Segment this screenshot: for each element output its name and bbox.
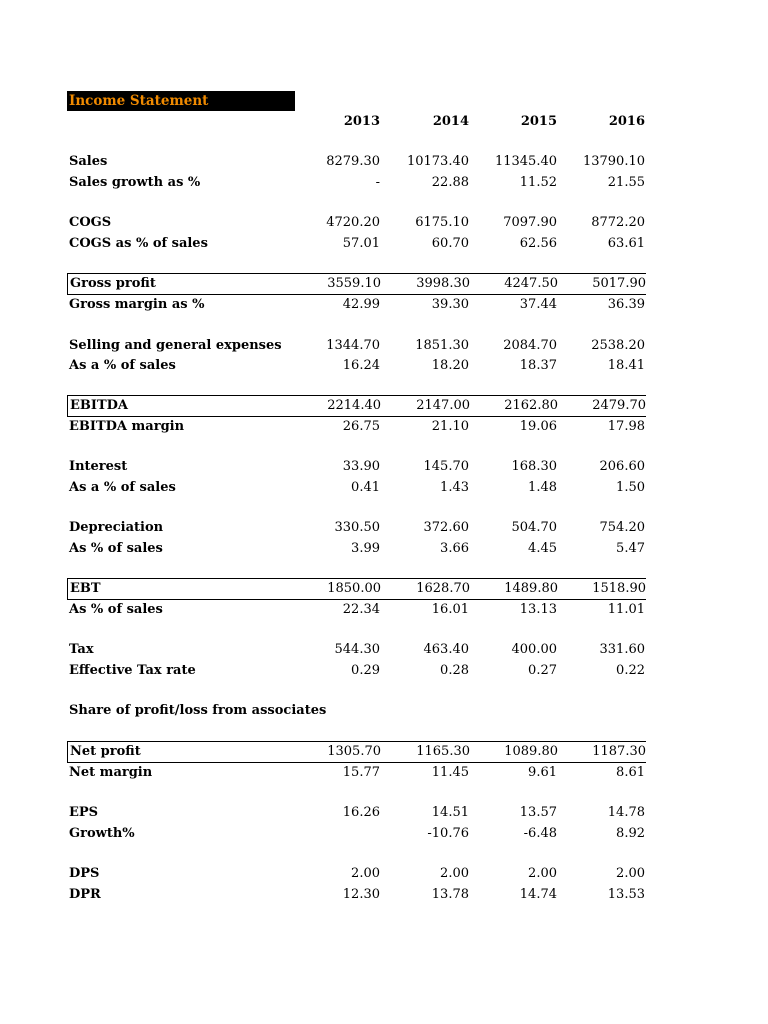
table-row	[67, 295, 645, 315]
cell-2014: 18.20	[431, 358, 469, 373]
cell-2015: 1489.80	[504, 581, 558, 596]
cell-2013: 3559.10	[327, 276, 381, 291]
cell-2015: 14.74	[519, 887, 557, 902]
cell-2014: 145.70	[423, 459, 469, 474]
cell-2015: 11.52	[519, 175, 557, 190]
table-row	[67, 417, 645, 437]
row-label: Sales growth as %	[69, 175, 201, 190]
row-label: Selling and general expenses	[69, 338, 282, 353]
cell-2016: 2479.70	[592, 398, 646, 413]
cell-2014: 22.88	[431, 175, 469, 190]
cell-2014: 60.70	[431, 236, 469, 251]
table-row	[67, 803, 645, 823]
cell-2015: 0.27	[528, 663, 557, 678]
cell-2013: 12.30	[342, 887, 380, 902]
cell-2016: 2538.20	[591, 338, 645, 353]
cell-2014: 1851.30	[415, 338, 469, 353]
table-row	[67, 539, 645, 559]
cell-2016: 1.50	[616, 480, 645, 495]
cell-2013: 3.99	[351, 541, 380, 556]
table-row	[67, 640, 645, 660]
row-label: As % of sales	[69, 541, 163, 556]
cell-2013: 0.41	[351, 480, 380, 495]
cell-2015: 18.37	[519, 358, 557, 373]
row-label: DPR	[69, 887, 101, 902]
cell-2013: 15.77	[342, 765, 380, 780]
row-label: COGS	[69, 215, 112, 230]
cell-2016: 14.78	[607, 805, 645, 820]
cell-2013: 22.34	[342, 602, 380, 617]
cell-2015: 504.70	[511, 520, 557, 535]
cell-2016: 1518.90	[592, 581, 646, 596]
row-label: EBITDA margin	[69, 419, 185, 434]
row-label: EBITDA	[70, 398, 129, 413]
table-row	[67, 478, 645, 498]
cell-2015: -6.48	[523, 826, 557, 841]
row-label: Effective Tax rate	[69, 663, 196, 678]
table-row	[67, 578, 646, 600]
cell-2016: 8772.20	[591, 215, 645, 230]
cell-2014: 11.45	[431, 765, 469, 780]
cell-2015: 1.48	[528, 480, 557, 495]
cell-2015: 9.61	[528, 765, 557, 780]
cell-2013: 26.75	[342, 419, 380, 434]
row-label: Interest	[69, 459, 128, 474]
table-row	[67, 741, 646, 763]
cell-2016: 206.60	[599, 459, 645, 474]
cell-2016: 13790.10	[582, 154, 645, 169]
cell-2014: 13.78	[431, 887, 469, 902]
table-row	[67, 864, 645, 884]
row-label: Gross profit	[70, 276, 156, 291]
cell-2015: 7097.90	[503, 215, 557, 230]
cell-2016: 5017.90	[592, 276, 646, 291]
cell-2014: 14.51	[431, 805, 469, 820]
cell-2014: 372.60	[423, 520, 469, 535]
table-row	[67, 395, 646, 417]
cell-2013: 33.90	[342, 459, 380, 474]
cell-2016: 754.20	[599, 520, 645, 535]
cell-2013: 16.24	[342, 358, 380, 373]
cell-2013: -	[375, 175, 380, 190]
cell-2013: 2214.40	[327, 398, 381, 413]
cell-2013: 1305.70	[327, 744, 381, 759]
cell-2015: 13.57	[519, 805, 557, 820]
cell-2015: 4247.50	[504, 276, 558, 291]
cell-2014: 10173.40	[406, 154, 469, 169]
cell-2014: -10.76	[427, 826, 469, 841]
row-label: Depreciation	[69, 520, 164, 535]
row-label: As a % of sales	[69, 358, 176, 373]
row-label: Share of profit/loss from associates	[69, 703, 327, 718]
cell-2013: 1850.00	[327, 581, 381, 596]
table-row	[67, 661, 645, 681]
table-row	[67, 600, 645, 620]
cell-2016: 36.39	[607, 297, 645, 312]
row-label: Net margin	[69, 765, 153, 780]
cell-2016: 331.60	[599, 642, 645, 657]
year-header-2014: 2014	[432, 114, 469, 129]
row-label: Net profit	[70, 744, 141, 759]
cell-2013: 2.00	[351, 866, 380, 881]
cell-2013: 16.26	[342, 805, 380, 820]
cell-2016: 63.61	[607, 236, 645, 251]
table-row	[67, 173, 645, 193]
cell-2013: 8279.30	[326, 154, 380, 169]
cell-2015: 11345.40	[494, 154, 557, 169]
cell-2014: 21.10	[431, 419, 469, 434]
row-label: EPS	[69, 805, 99, 820]
row-label: Sales	[69, 154, 108, 169]
table-row	[67, 457, 645, 477]
table-row	[67, 234, 645, 254]
cell-2016: 0.22	[616, 663, 645, 678]
cell-2016: 13.53	[607, 887, 645, 902]
cell-2014: 2147.00	[416, 398, 470, 413]
cell-2014: 1.43	[440, 480, 469, 495]
row-label: Tax	[69, 642, 94, 657]
table-row	[67, 213, 645, 233]
cell-2014: 39.30	[431, 297, 469, 312]
row-label: Growth%	[69, 826, 135, 841]
row-label: As a % of sales	[69, 480, 176, 495]
year-header-2016: 2016	[608, 114, 645, 129]
cell-2014: 1628.70	[416, 581, 470, 596]
table-row	[67, 885, 645, 905]
cell-2016: 11.01	[607, 602, 645, 617]
year-header-2015: 2015	[520, 114, 557, 129]
sheet-title: Income Statement	[67, 91, 295, 111]
cell-2014: 463.40	[423, 642, 469, 657]
row-label: DPS	[69, 866, 100, 881]
cell-2013: 42.99	[342, 297, 380, 312]
cell-2015: 400.00	[511, 642, 557, 657]
cell-2014: 2.00	[440, 866, 469, 881]
row-label: EBT	[70, 581, 101, 596]
cell-2013: 544.30	[334, 642, 380, 657]
cell-2016: 21.55	[607, 175, 645, 190]
cell-2013: 330.50	[334, 520, 380, 535]
year-header-2013: 2013	[343, 114, 380, 129]
cell-2015: 168.30	[511, 459, 557, 474]
cell-2013: 57.01	[342, 236, 380, 251]
cell-2016: 8.61	[616, 765, 645, 780]
row-label: Gross margin as %	[69, 297, 205, 312]
cell-2016: 8.92	[616, 826, 645, 841]
row-label: As % of sales	[69, 602, 163, 617]
cell-2015: 2084.70	[503, 338, 557, 353]
cell-2015: 4.45	[528, 541, 557, 556]
cell-2014: 6175.10	[415, 215, 469, 230]
cell-2015: 1089.80	[504, 744, 558, 759]
cell-2016: 2.00	[616, 866, 645, 881]
cell-2014: 3998.30	[416, 276, 470, 291]
cell-2013: 0.29	[351, 663, 380, 678]
table-row	[67, 336, 645, 356]
cell-2016: 18.41	[607, 358, 645, 373]
table-row	[67, 356, 645, 376]
cell-2014: 0.28	[440, 663, 469, 678]
table-row	[67, 518, 645, 538]
cell-2016: 17.98	[607, 419, 645, 434]
cell-2015: 2162.80	[504, 398, 558, 413]
table-row	[67, 273, 646, 295]
cell-2015: 13.13	[519, 602, 557, 617]
cell-2013: 1344.70	[326, 338, 380, 353]
cell-2015: 37.44	[519, 297, 557, 312]
table-row	[67, 824, 645, 844]
cell-2013: 4720.20	[326, 215, 380, 230]
cell-2016: 5.47	[616, 541, 645, 556]
cell-2014: 3.66	[440, 541, 469, 556]
table-row	[67, 152, 645, 172]
row-label: COGS as % of sales	[69, 236, 208, 251]
cell-2014: 16.01	[431, 602, 469, 617]
table-row	[67, 763, 645, 783]
cell-2016: 1187.30	[592, 744, 646, 759]
cell-2014: 1165.30	[416, 744, 470, 759]
cell-2015: 62.56	[519, 236, 557, 251]
cell-2015: 19.06	[519, 419, 557, 434]
table-row	[67, 701, 645, 721]
cell-2015: 2.00	[528, 866, 557, 881]
